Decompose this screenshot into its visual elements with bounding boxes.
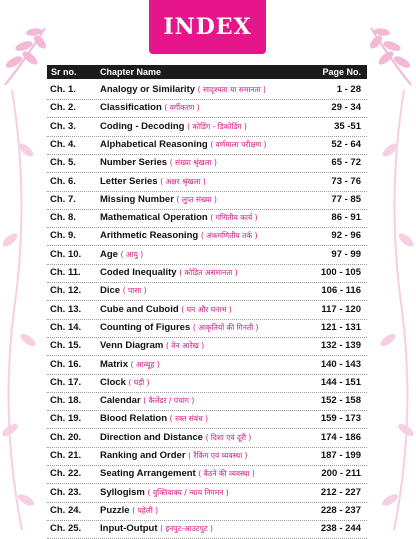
header-chapter-name: Chapter Name [100, 67, 162, 77]
chapter-name-hindi: ( कैलेंडर / पंचांग ) [143, 396, 195, 406]
chapter-title [100, 157, 217, 168]
chapter-name-hindi: ( घड़ी ) [128, 377, 150, 387]
chapter-row [47, 447, 367, 466]
chapter-row [47, 429, 367, 448]
chapter-pages: 86 - 91 [331, 212, 361, 224]
chapter-title [100, 523, 213, 534]
chapter-row [47, 227, 367, 246]
chapter-title [100, 468, 255, 479]
chapter-pages: 65 - 72 [331, 157, 361, 169]
chapter-pages: 97 - 99 [331, 248, 361, 260]
chapter-row [47, 465, 367, 484]
chapter-name-hindi: ( लुप्त संख्या ) [176, 194, 217, 204]
chapter-pages: 100 - 105 [320, 267, 361, 278]
chapter-row [47, 99, 367, 118]
chapter-title [100, 340, 204, 351]
chapter-name-hindi: ( अंकगणितीय तर्क ) [200, 231, 258, 241]
chapter-title [100, 139, 266, 150]
chapter-name-hindi: ( वर्णमाला परीक्षण ) [210, 139, 267, 149]
chapter-name-hindi: ( आव्यूह ) [130, 359, 160, 369]
chapter-name-hindi: ( बैठने की व्यवस्था ) [198, 469, 255, 479]
chapter-title [100, 395, 194, 406]
chapter-number: Ch. 6. [50, 175, 76, 187]
chapter-number: Ch. 14. [50, 321, 82, 333]
chapter-row [47, 374, 367, 393]
page-title: INDEX [163, 14, 252, 40]
chapter-row [47, 246, 367, 265]
chapter-name-hindi: ( पहेली ) [132, 505, 159, 515]
table-header [47, 65, 367, 79]
chapter-number: Ch. 4. [50, 138, 76, 150]
chapter-name-hindi: ( सादृश्यता या समानता ) [197, 85, 266, 94]
chapter-pages: 29 - 34 [331, 102, 361, 114]
chapter-title [100, 359, 160, 370]
chapter-row [47, 520, 367, 539]
left-floral-ornament [0, 20, 60, 90]
chapter-pages: 121 - 131 [320, 321, 361, 333]
chapter-row [47, 337, 367, 356]
chapter-name-english: Venn Diagram [100, 340, 164, 352]
chapter-number: Ch. 22. [50, 468, 82, 480]
chapter-pages: 35 -51 [334, 120, 361, 132]
header-page-no: Page No. [322, 67, 361, 77]
chapter-name-hindi: ( कोडित असमानता ) [179, 268, 238, 277]
chapter-title [100, 487, 229, 498]
chapter-name-english: Input-Output [100, 523, 158, 535]
chapter-number: Ch. 5. [50, 157, 76, 169]
chapter-title [100, 450, 247, 461]
chapter-pages: 52 - 64 [331, 138, 361, 150]
chapter-name-hindi: ( कोडिंग - डिकोडिंग ) [187, 121, 247, 131]
chapter-number: Ch. 15. [50, 340, 82, 352]
chapter-number: Ch. 11. [50, 267, 81, 278]
index-title-banner [149, 0, 266, 54]
chapter-pages: 159 - 173 [320, 413, 361, 425]
chapter-row [47, 191, 367, 210]
chapter-title [100, 505, 158, 516]
chapter-number: Ch. 16. [50, 358, 82, 370]
chapter-number: Ch. 12. [50, 285, 82, 297]
chapter-pages: 117 - 120 [321, 303, 361, 315]
chapter-title [100, 249, 143, 260]
header-sr-no: Sr no. [51, 67, 77, 77]
chapter-pages: 152 - 158 [320, 395, 361, 407]
chapter-pages: 174 - 186 [320, 431, 361, 443]
chapter-number: Ch. 23. [50, 486, 82, 498]
chapter-number: Ch. 10. [50, 248, 82, 260]
chapter-name-english: Direction and Distance [100, 431, 203, 443]
chapter-name-hindi: ( वेन आरेख ) [166, 341, 205, 351]
chapter-pages: 228 - 237 [320, 504, 361, 516]
chapter-name-hindi: ( इनपुट-आउटपुट ) [160, 524, 213, 534]
chapter-row [47, 392, 367, 411]
chapter-name-english: Alphabetical Reasoning [100, 138, 208, 150]
chapter-number: Ch. 20. [50, 431, 82, 443]
chapter-number: Ch. 7. [50, 193, 76, 205]
chapter-name-hindi: ( युक्तिवाक्य / न्याय निगमन ) [147, 487, 229, 497]
chapter-row [47, 301, 367, 320]
chapter-name-english: Ranking and Order [100, 450, 186, 461]
chapter-row [47, 502, 367, 521]
chapter-name-english: Matrix [100, 358, 128, 370]
chapter-title [100, 304, 232, 315]
chapter-number: Ch. 25. [50, 523, 82, 535]
chapter-row [47, 154, 367, 173]
chapter-number: Ch. 17. [50, 376, 82, 388]
chapter-name-hindi: ( आकृतियों की गिनती ) [192, 322, 259, 332]
chapter-number: Ch. 3. [50, 120, 76, 132]
chapter-name-hindi: ( दिशा एवं दूरी ) [205, 432, 252, 442]
chapter-number: Ch. 9. [50, 230, 76, 242]
chapter-title [100, 285, 147, 296]
chapter-name-english: Arithmetic Reasoning [100, 230, 199, 242]
chapter-pages: 106 - 116 [321, 285, 361, 297]
chapter-name-english: Puzzle [100, 504, 130, 516]
chapter-title [100, 84, 266, 95]
chapter-row [47, 136, 367, 155]
chapter-name-english: Age [100, 248, 118, 260]
chapter-name-hindi: ( रैंकिंग एवं व्यवस्था ) [188, 451, 248, 460]
chapter-name-english: Analogy or Similarity [100, 84, 196, 95]
chapter-number: Ch. 18. [50, 395, 82, 407]
chapter-title [100, 176, 206, 187]
chapter-row [47, 118, 367, 137]
chapter-row [47, 484, 367, 503]
chapter-number: Ch. 24. [50, 504, 82, 516]
chapter-title [100, 102, 200, 113]
chapter-name-english: Cube and Cuboid [100, 303, 179, 315]
chapter-pages: 77 - 85 [331, 193, 361, 205]
chapter-name-english: Calendar [100, 395, 141, 407]
chapter-row [47, 410, 367, 429]
chapter-number: Ch. 21. [50, 450, 82, 461]
chapter-number: Ch. 1. [50, 84, 76, 95]
left-side-vine-ornament [0, 90, 46, 530]
chapter-name-hindi: ( रक्त संबंध ) [169, 414, 209, 424]
chapter-name-english: Missing Number [100, 193, 174, 205]
chapter-name-english: Coded Inequality [100, 267, 177, 278]
chapter-name-english: Counting of Figures [100, 321, 191, 333]
chapter-name-hindi: ( घन और घनाभ ) [181, 304, 232, 314]
chapter-name-hindi: ( संख्या श्रृंखला ) [169, 158, 217, 168]
chapter-pages: 73 - 76 [331, 175, 361, 187]
chapter-title [100, 267, 238, 278]
chapter-pages: 200 - 211 [321, 468, 361, 480]
chapter-row [47, 282, 367, 301]
chapter-number: Ch. 19. [50, 413, 82, 425]
chapter-pages: 187 - 199 [320, 450, 361, 461]
chapter-number: Ch. 2. [50, 102, 76, 114]
chapter-name-hindi: ( आयु ) [120, 249, 144, 259]
chapter-name-english: Syllogism [100, 486, 145, 498]
chapter-row [47, 173, 367, 192]
chapter-name-english: Coding - Decoding [100, 120, 185, 132]
right-floral-ornament [356, 20, 416, 90]
chapter-name-english: Classification [100, 102, 162, 114]
chapter-row [47, 264, 367, 283]
chapter-pages: 132 - 139 [320, 340, 361, 352]
chapter-row [47, 209, 367, 228]
chapter-title [100, 121, 247, 132]
chapter-name-hindi: ( अक्षर श्रृंखला ) [160, 176, 206, 186]
chapter-pages: 212 - 227 [320, 486, 361, 498]
chapter-row [47, 81, 367, 100]
chapter-name-english: Mathematical Operation [100, 212, 208, 224]
chapter-name-hindi: ( गणितीय कार्य ) [210, 213, 258, 223]
chapter-title [100, 377, 150, 388]
chapter-number: Ch. 13. [50, 303, 82, 315]
chapter-title [100, 413, 208, 424]
chapter-name-english: Dice [100, 285, 121, 297]
chapter-title [100, 432, 251, 443]
chapter-pages: 92 - 96 [331, 230, 361, 242]
chapter-pages: 1 - 28 [336, 84, 361, 95]
chapter-row [47, 319, 367, 338]
right-side-vine-ornament [370, 90, 416, 530]
chapter-row [47, 356, 367, 375]
chapter-name-hindi: ( पासा ) [122, 286, 147, 296]
chapter-title [100, 230, 258, 241]
chapter-pages: 144 - 151 [320, 376, 361, 388]
chapter-title [100, 322, 258, 333]
chapter-name-english: Number Series [100, 157, 168, 169]
chapter-pages: 140 - 143 [320, 358, 361, 370]
chapter-name-english: Seating Arrangement [100, 468, 196, 480]
chapter-title [100, 194, 217, 205]
chapter-name-english: Blood Relation [100, 413, 168, 425]
chapter-name-hindi: ( वर्गीकरण ) [164, 103, 200, 113]
chapter-name-english: Letter Series [100, 175, 158, 187]
chapter-title [100, 212, 258, 223]
chapter-number: Ch. 8. [50, 212, 76, 224]
chapter-name-english: Clock [100, 376, 126, 388]
chapter-pages: 238 - 244 [320, 523, 361, 535]
